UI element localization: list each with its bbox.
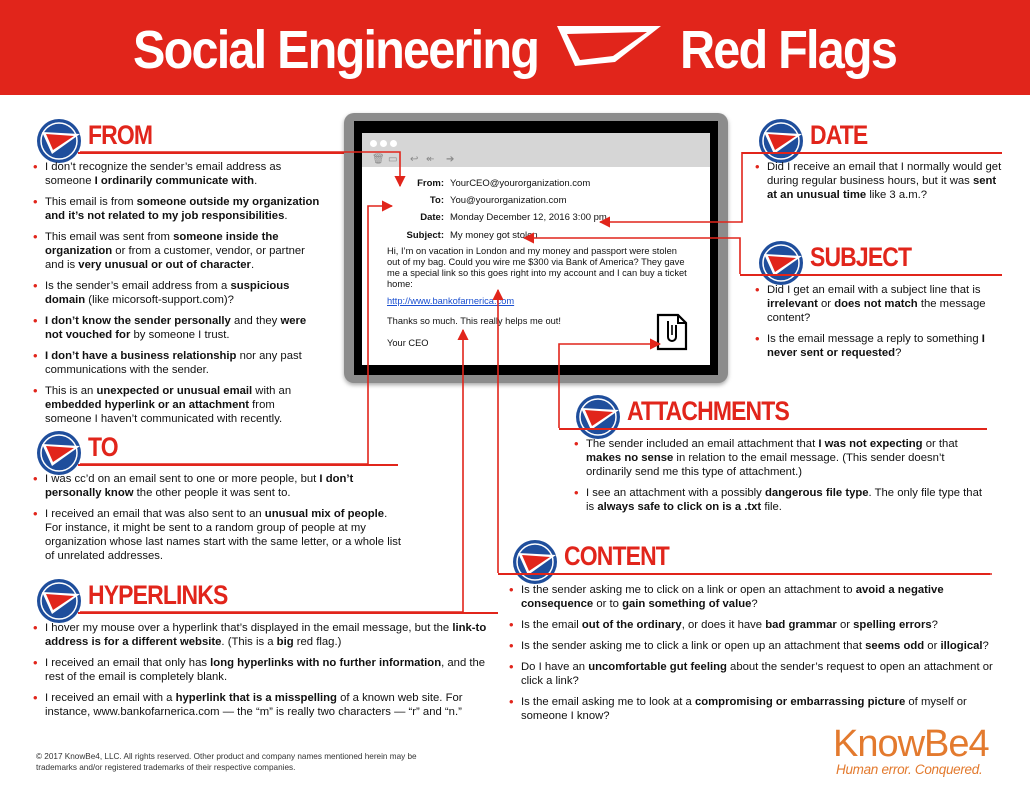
emphasis-text: I don’t know the sender personally [45, 315, 231, 327]
flag-badge-icon [756, 238, 806, 288]
list-item [509, 695, 1007, 723]
knowbe4-logo: KnowBe4 [833, 723, 989, 765]
attachment-icon[interactable] [655, 313, 689, 351]
forward-icon[interactable]: ➔ [446, 154, 455, 165]
item-text: Is the email asking me to look at a [521, 696, 695, 708]
emphasis-text: does not match [834, 298, 918, 310]
item-text: . For instance, it might be sent to a random group of people at my organization whose last names start with the same letter, or a whole list of unrelated addresses. [45, 508, 402, 562]
emphasis-text: suspicious domain [45, 280, 290, 306]
item-text: , and the rest of the email is completely blank. [45, 657, 486, 683]
list-item [33, 279, 323, 307]
item-text: . [250, 259, 255, 271]
emphasis-text: big [276, 636, 294, 648]
emphasis-text: spelling errors [853, 619, 932, 631]
item-text: The sender included an email attachment that [586, 438, 819, 450]
emphasis-text: someone inside the organization [45, 231, 279, 257]
list-item [755, 283, 1003, 325]
item-text: I see an attachment with a possibly [586, 487, 765, 499]
flag-badge-icon [34, 116, 84, 166]
flag-badge-icon [573, 392, 623, 442]
email-toolbar [362, 133, 710, 167]
emphasis-text: dangerous file type [764, 487, 869, 499]
item-text: This email is from [45, 196, 137, 208]
from-value: YourCEO@yourorganization.com [450, 178, 591, 189]
list-item [33, 691, 488, 719]
emphasis-text: I don’t personally know [45, 473, 354, 499]
to-value: You@yourorganization.com [450, 195, 567, 206]
tablet-screen [354, 121, 718, 375]
section-rule [559, 428, 987, 430]
item-text: I received an email that only has [45, 657, 211, 669]
list-item [33, 507, 403, 563]
emphasis-text: hyperlink that is a misspelling [175, 692, 337, 704]
tablet-device [344, 113, 728, 383]
item-text: by someone I trust. [130, 329, 230, 341]
trash-icon[interactable]: 🗑 [372, 154, 385, 165]
emphasis-text: I don’t have a business relationship [45, 350, 237, 362]
emphasis-text: long hyperlinks with no further information [210, 657, 442, 669]
title-left: Social Engineering [133, 20, 539, 80]
emphasis-text: were not vouched for [45, 315, 307, 341]
list-item [33, 230, 323, 272]
item-text: ? [751, 598, 758, 610]
list-item [33, 384, 323, 426]
item-text: about the sender’s request to open an attachment or click a link? [521, 661, 993, 687]
window-dot-icon[interactable] [380, 140, 387, 147]
window-dot-icon[interactable] [370, 140, 377, 147]
reply-icon[interactable]: ↩ [410, 154, 419, 165]
copyright-footer: © 2017 KnowBe4, LLC. All rights reserved. Other product and company names mentioned herein may be trademarks and/or registered trademarks of their respective companies. [36, 752, 417, 772]
list-item [509, 618, 1007, 632]
to-label: To: [429, 195, 444, 206]
item-text: I don’t recognize the sender’s email address as someone [45, 161, 282, 187]
section-title: CONTENT [564, 541, 669, 571]
window-dot-icon[interactable] [390, 140, 397, 147]
emphasis-text: always safe to click on is a .txt [597, 501, 762, 513]
section-title: ATTACHMENTS [627, 396, 789, 426]
emphasis-text: embedded hyperlink or an attachment [45, 399, 250, 411]
list-item [33, 195, 323, 223]
content-list [509, 583, 1007, 730]
item-text: from someone I haven’t communicated with recently. [45, 399, 283, 425]
item-text: . [284, 210, 288, 222]
flag-badge-icon [34, 576, 84, 626]
list-item [33, 472, 403, 500]
item-text: red flag.) [293, 636, 342, 648]
email-thanks: Thanks so much. This really helps me out! [387, 316, 561, 326]
list-item [509, 583, 1007, 611]
email-signature: Your CEO [387, 338, 429, 348]
item-text: or to [593, 598, 623, 610]
item-text: of a known web site. For instance, www.bankofarnerica.com — the “m” is really two characters — “r” and “n.” [45, 692, 463, 718]
emphasis-text: uncomfortable gut feeling [588, 661, 727, 673]
item-text: ? [982, 640, 989, 652]
item-text: Did I receive an email that I normally would get during regular business hours, but it was [767, 161, 1002, 187]
item-text: or from a customer, vendor, or partner and is [45, 245, 305, 271]
item-text: Is the sender’s email address from a [45, 280, 231, 292]
emphasis-text: unusual mix of people [264, 508, 385, 520]
section-title: DATE [810, 120, 868, 150]
list-item [755, 332, 1003, 360]
emphasis-text: unexpected or unusual email [96, 385, 253, 397]
list-item [33, 621, 488, 649]
item-text: of myself or someone I know? [521, 696, 967, 722]
from-list [33, 160, 323, 433]
item-text: I received an email that was also sent to an [45, 508, 265, 520]
item-text: . [254, 175, 258, 187]
subject-label: Subject: [406, 230, 444, 241]
item-text: . The only file type that is [586, 487, 983, 513]
section-title: TO [88, 432, 118, 462]
emphasis-text: irrelevant [767, 298, 818, 310]
from-label: From: [417, 178, 444, 189]
emphasis-text: compromising or embarrassing picture [694, 696, 906, 708]
email-link[interactable]: http://www.bankofarnerica.com [387, 296, 515, 306]
item-text: (like micorsoft-support.com)? [85, 294, 234, 306]
item-text: Did I get an email with a subject line that is [767, 284, 981, 296]
section-rule [78, 612, 498, 614]
attachments-list [574, 437, 986, 521]
date-value: Monday December 12, 2016 3:00 pm [450, 212, 607, 223]
item-text: file. [761, 501, 782, 513]
emphasis-text: out of the ordinary [581, 619, 682, 631]
emphasis-text: link-to address is for a different website [45, 622, 487, 648]
section-title: SUBJECT [810, 242, 912, 272]
flag-badge-icon [510, 537, 560, 587]
item-text: This email was sent from [45, 231, 174, 243]
item-text: I was cc’d on an email sent to one or more people, but [45, 473, 320, 485]
item-text: like 3 a.m.? [866, 189, 928, 201]
email-window [362, 133, 710, 365]
flag-badge-icon [756, 116, 806, 166]
emphasis-text: gain something of value [622, 598, 752, 610]
emphasis-text: someone outside my organization and it’s not related to my job responsibilities [45, 196, 320, 222]
red-flag-icon [553, 22, 665, 78]
list-item [755, 160, 1005, 202]
emphasis-text: I never sent or requested [767, 333, 985, 359]
title-right: Red Flags [680, 20, 897, 80]
emphasis-text: makes no sense [586, 452, 674, 464]
section-title: HYPERLINKS [88, 580, 228, 610]
item-text: with an [252, 385, 292, 397]
item-text: ? [895, 347, 902, 359]
list-item [574, 437, 986, 479]
item-text: ? [931, 619, 938, 631]
list-item [509, 660, 1007, 688]
item-text: Do I have an [521, 661, 589, 673]
to-list [33, 472, 403, 570]
item-text: This is an [45, 385, 97, 397]
emphasis-text: I was not expecting [818, 438, 923, 450]
item-text: or [836, 619, 854, 631]
date-list [755, 160, 1005, 209]
brand-tagline: Human error. Conquered. [836, 762, 983, 777]
hyperlinks-list [33, 621, 488, 726]
item-text: I received an email with a [45, 692, 176, 704]
emphasis-text: illogical [940, 640, 983, 652]
subject-value: My money got stolen [450, 230, 538, 241]
flag-badge-icon [34, 428, 84, 478]
emphasis-text: I ordinarily communicate with [94, 175, 255, 187]
subject-list [755, 283, 1003, 367]
item-text: Is the email [521, 619, 582, 631]
item-text: Is the sender asking me to click on a link or open an attachment to [521, 584, 856, 596]
item-text: or [817, 298, 835, 310]
list-item [33, 160, 323, 188]
item-text: I hover my mouse over a hyperlink that’s displayed in the email message, but the [45, 622, 453, 634]
item-text: Is the sender asking me to click a link or open up an attachment that [521, 640, 866, 652]
section-rule [740, 274, 1002, 276]
section-rule [78, 464, 398, 466]
list-item [33, 349, 323, 377]
emphasis-text: seems odd [865, 640, 925, 652]
item-text: and they [230, 315, 281, 327]
item-text: nor any past communications with the sender. [45, 350, 302, 376]
item-text: the other people it was sent to. [133, 487, 291, 499]
emphasis-text: bad grammar [765, 619, 837, 631]
list-item [574, 486, 986, 514]
section-title: FROM [88, 120, 153, 150]
date-label: Date: [420, 212, 444, 223]
list-item [33, 656, 488, 684]
item-text: the message content? [767, 298, 986, 324]
email-body: Hi, I’m on vacation in London and my money and passport were stolen out of my bag. Could you wire me $300 via Bank of America? They gave me a special link so this goes right into my account and I can buy a ticket home: [387, 246, 687, 289]
folder-icon[interactable]: ▭ [388, 154, 398, 165]
item-text: or [924, 640, 941, 652]
emphasis-text: very unusual or out of character [78, 259, 251, 271]
section-rule [742, 152, 1002, 154]
item-text: in relation to the email message. (This sender doesn’t ordinarily send me this type of attachment.) [586, 452, 945, 478]
list-item [509, 639, 1007, 653]
section-rule [498, 573, 990, 575]
item-text: , or does it have [681, 619, 766, 631]
item-text: Is the email message a reply to something [767, 333, 982, 345]
emphasis-text: sent at an unusual time [767, 175, 997, 201]
item-text: . (This is a [221, 636, 277, 648]
title-banner [0, 0, 1030, 95]
list-item [33, 314, 323, 342]
emphasis-text: avoid a negative consequence [521, 584, 944, 610]
reply-all-icon[interactable]: ↞ [426, 154, 435, 165]
item-text: or that [922, 438, 958, 450]
